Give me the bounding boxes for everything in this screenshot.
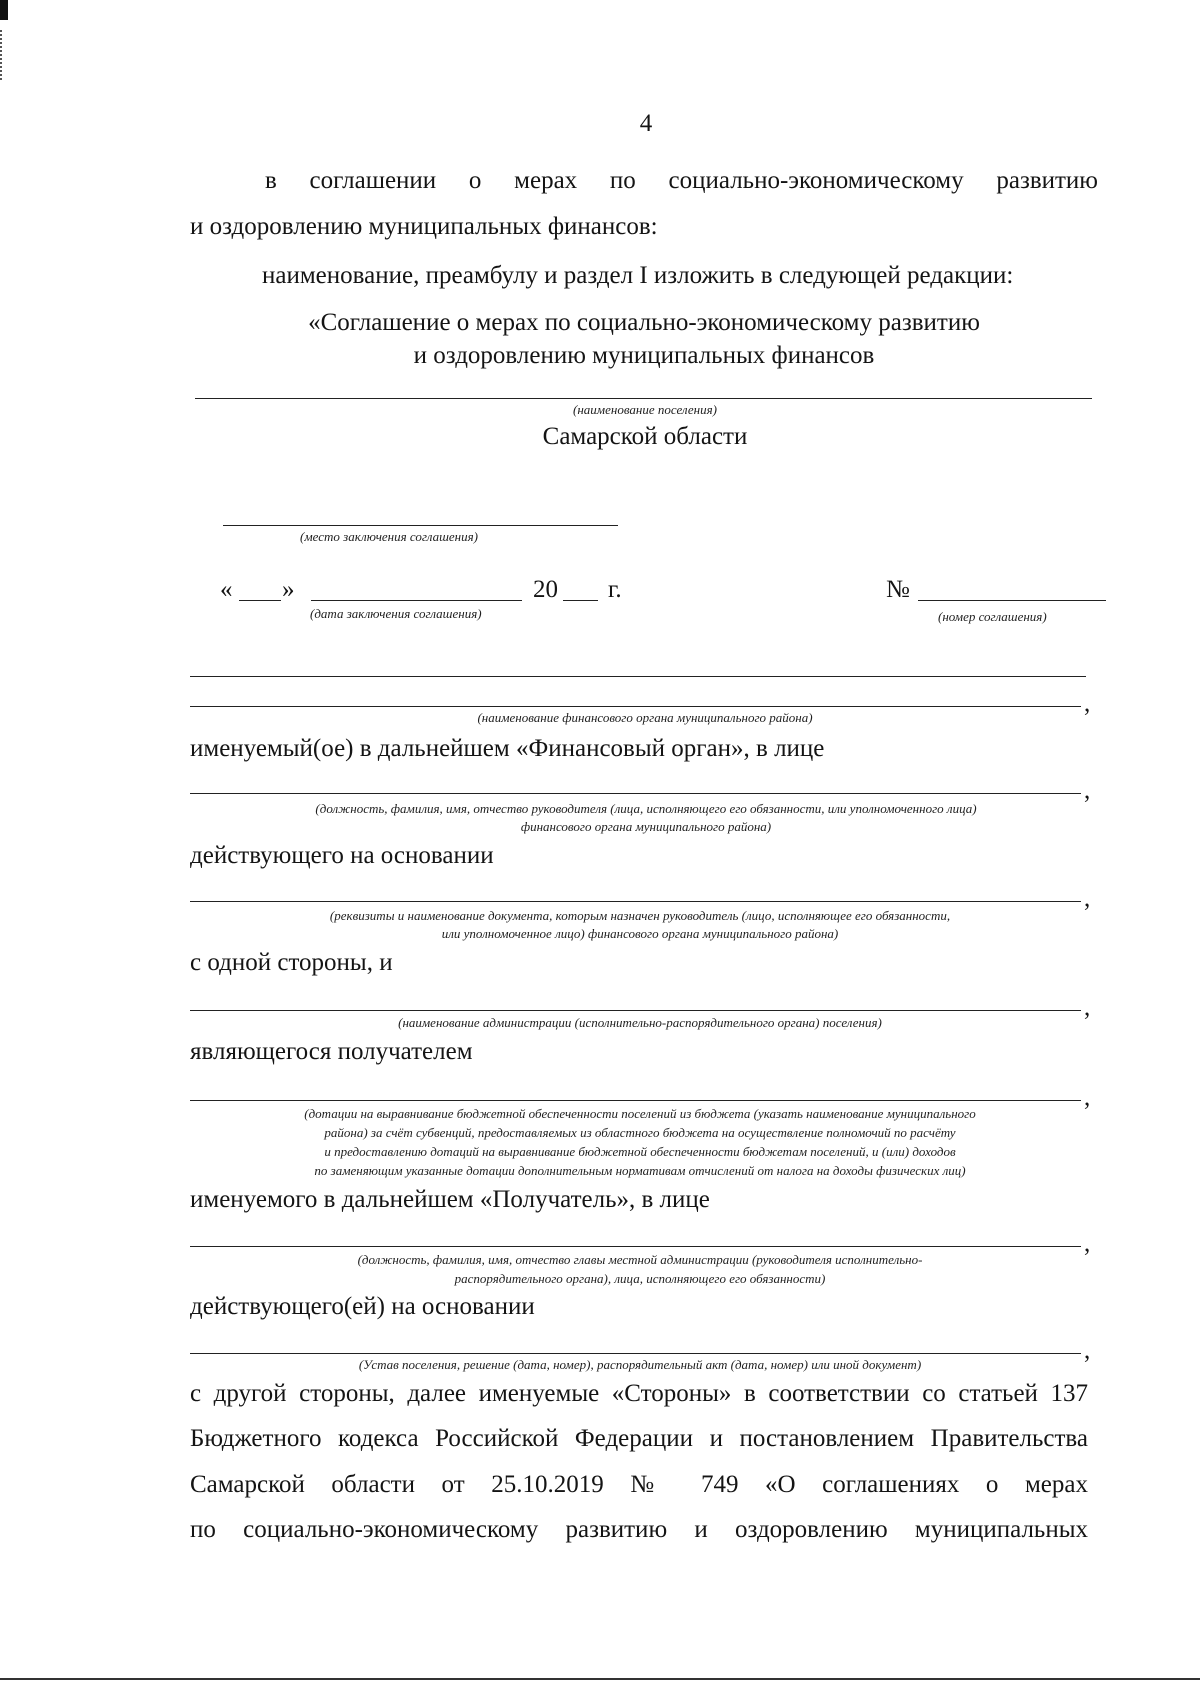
scan-corner-mark bbox=[0, 0, 8, 20]
recipient-named-text: именуемого в дальнейшем «Получатель», в лице bbox=[190, 1186, 710, 1213]
caption-subsidy-2: района) за счёт субвенций, предоставляемых из областного бюджета на осуществление полномочий по расчёту bbox=[324, 1125, 956, 1140]
intro-word: социально-экономическому bbox=[668, 167, 964, 194]
finance-named-text: именуемый(ое) в дальнейшем «Финансовый орган», в лице bbox=[190, 735, 825, 762]
caption-charter: (Устав поселения, решение (дата, номер), распорядительный акт (дата, номер) или иной документ) bbox=[358, 1357, 922, 1372]
charter-line bbox=[190, 1353, 1081, 1354]
final-paragraph-line-3: Самарской области от 25.10.2019 № 749 «О соглашениях о мерах bbox=[190, 1471, 1088, 1498]
local-head-line bbox=[190, 1246, 1081, 1247]
finance-body-line-2 bbox=[190, 706, 1081, 707]
day-line bbox=[239, 600, 281, 601]
caption-number: (номер соглашения) bbox=[938, 609, 1047, 624]
acting-basis2-text: действующего(ей) на основании bbox=[190, 1293, 535, 1320]
trailing-comma: , bbox=[1084, 994, 1091, 1021]
year-prefix: 20 bbox=[533, 576, 558, 603]
caption-finance-body: (наименование финансового органа муниципального района) bbox=[477, 710, 813, 725]
administration-line bbox=[190, 1010, 1081, 1011]
intro-line-2: и оздоровлению муниципальных финансов: bbox=[190, 213, 658, 240]
intro-line-1 bbox=[265, 168, 1098, 193]
caption-subsidy-1: (дотации на выравнивание бюджетной обеспеченности поселений из бюджета (указать наименование муниципального bbox=[304, 1106, 976, 1121]
intro-word: развитию bbox=[996, 167, 1098, 194]
number-line bbox=[918, 600, 1106, 601]
date-quote-open: « bbox=[220, 576, 233, 603]
finance-head-line bbox=[190, 793, 1081, 794]
caption-settlement-name: (наименование поселения) bbox=[573, 402, 717, 417]
settlement-name-line bbox=[195, 398, 1092, 399]
scan-edge-marks bbox=[0, 30, 4, 80]
intro-word: о bbox=[468, 167, 482, 194]
intro-line-3: наименование, преамбулу и раздел I изложить в следующей редакции: bbox=[262, 262, 1014, 289]
month-line bbox=[311, 600, 522, 601]
trailing-comma: , bbox=[1084, 1230, 1091, 1257]
final-paragraph-line-2: Бюджетного кодекса Российской Федерации и постановлением Правительства bbox=[190, 1425, 1088, 1452]
caption-subsidy-3: и предоставлению дотаций на выравнивание бюджетной обеспеченности бюджетам поселений, и (или) доходов bbox=[324, 1144, 956, 1159]
intro-word: по bbox=[609, 167, 636, 194]
intro-word: мерах bbox=[514, 167, 578, 194]
trailing-comma: , bbox=[1084, 777, 1091, 804]
caption-finance-head-2: финансового органа муниципального района) bbox=[520, 819, 772, 834]
agreement-title-line-2: и оздоровлению муниципальных финансов bbox=[413, 342, 875, 369]
place-line bbox=[223, 525, 618, 526]
trailing-comma: , bbox=[1084, 1337, 1091, 1364]
caption-finance-head-1: (должность, фамилия, имя, отчество руководителя (лица, исполняющего его обязанности, или уполномоченного лица) bbox=[315, 801, 977, 816]
caption-administration: (наименование администрации (исполнительно-распорядительного органа) поселения) bbox=[398, 1015, 882, 1030]
trailing-comma: , bbox=[1084, 690, 1091, 717]
acting-basis-text: действующего на основании bbox=[190, 842, 494, 869]
intro-word: в bbox=[265, 167, 277, 194]
caption-local-head-1: (должность, фамилия, имя, отчество главы местной администрации (руководителя исполнительно- bbox=[357, 1252, 923, 1267]
caption-document-1: (реквизиты и наименование документа, которым назначен руководитель (лицо, исполняющее его обязанности, bbox=[329, 908, 951, 923]
document-line bbox=[190, 901, 1081, 902]
caption-subsidy-4: по заменяющим указанные дотации дополнительным нормативам отчислений от налога на доходы физических лиц) bbox=[314, 1163, 966, 1178]
caption-local-head-2: распорядительного органа), лица, исполняющего его обязанности) bbox=[454, 1271, 826, 1286]
recipient-text: являющегося получателем bbox=[190, 1038, 473, 1065]
one-side-text: с одной стороны, и bbox=[190, 949, 393, 976]
scan-bottom-edge bbox=[0, 1678, 1200, 1680]
year-line bbox=[563, 600, 598, 601]
caption-place: (место заключения соглашения) bbox=[300, 529, 479, 544]
subsidy-line bbox=[190, 1100, 1081, 1101]
year-suffix: г. bbox=[608, 576, 622, 603]
number-sign: № bbox=[886, 576, 910, 603]
agreement-title-line-1: «Соглашение о мерах по социально-экономическому развитию bbox=[308, 309, 980, 336]
caption-date: (дата заключения соглашения) bbox=[310, 606, 482, 621]
final-paragraph-line-1: с другой стороны, далее именуемые «Стороны» в соответствии со статьей 137 bbox=[190, 1380, 1088, 1407]
region-name: Самарской области bbox=[542, 423, 748, 450]
trailing-comma: , bbox=[1084, 1084, 1091, 1111]
page-number: 4 bbox=[639, 110, 653, 137]
trailing-comma: , bbox=[1084, 885, 1091, 912]
final-paragraph-line-4: по социально-экономическому развитию и оздоровлению муниципальных bbox=[190, 1516, 1088, 1543]
intro-word: соглашении bbox=[309, 167, 437, 194]
caption-document-2: или уполномоченное лицо) финансового органа муниципального района) bbox=[441, 926, 839, 941]
finance-body-line-1 bbox=[190, 676, 1086, 677]
date-quote-close: » bbox=[282, 576, 295, 603]
